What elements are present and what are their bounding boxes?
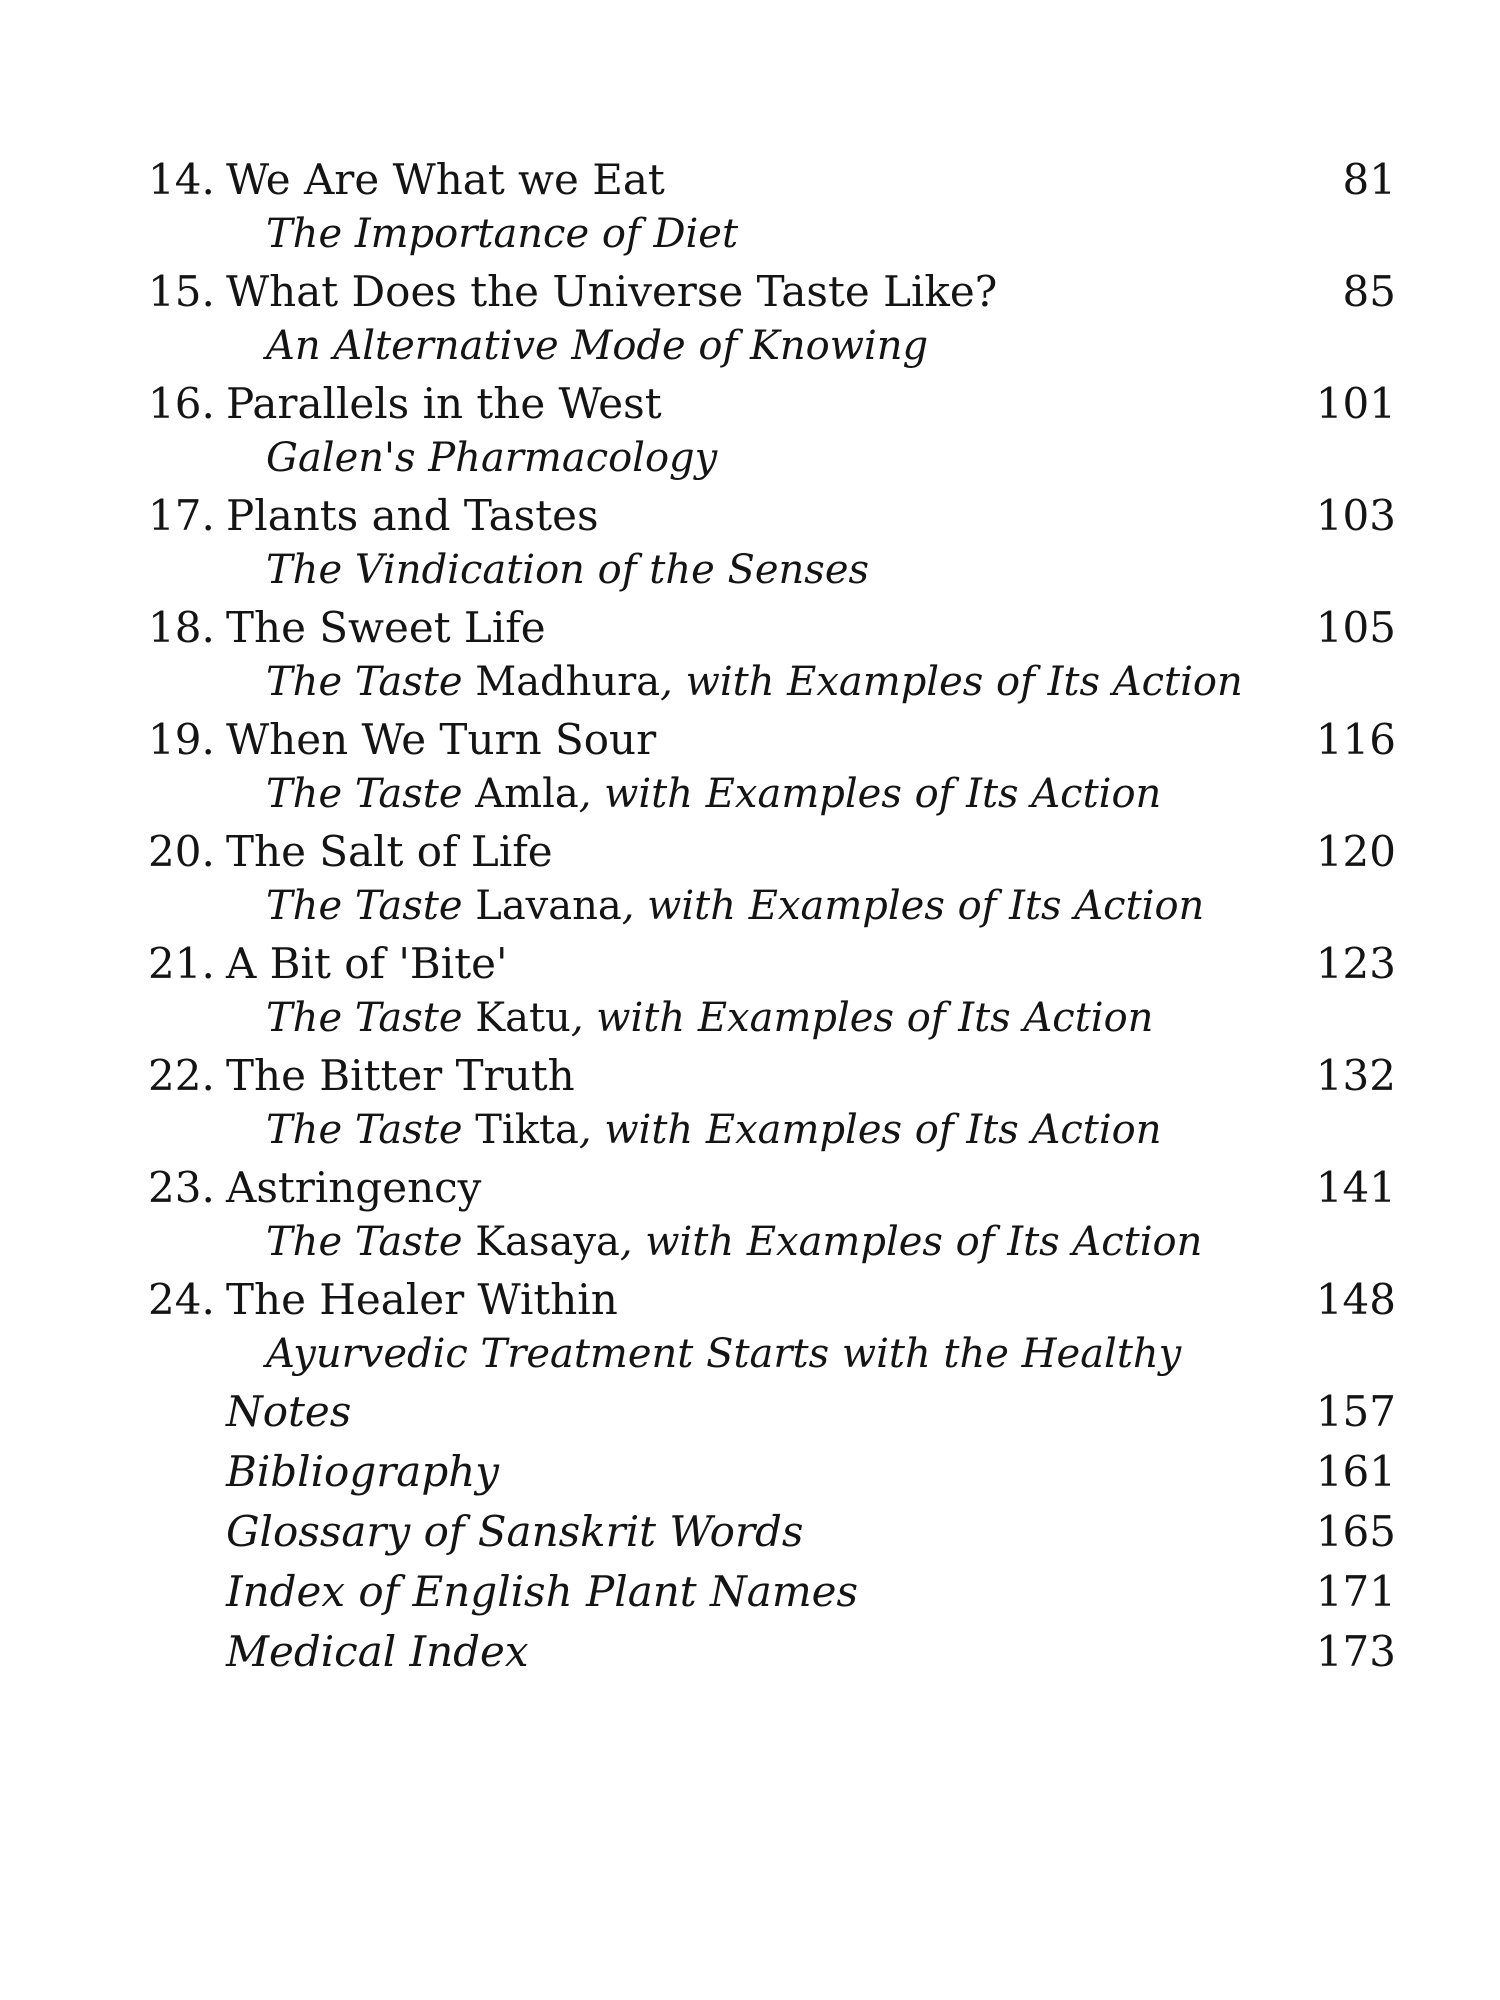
chapter-number: 20. <box>148 827 215 876</box>
chapter-subtitle: The Taste Tikta, with Examples of Its Action <box>266 1107 1162 1153</box>
back-matter-title: Index of English Plant Names <box>226 1567 859 1616</box>
page-number: 161 <box>1315 1447 1396 1496</box>
page-number: 85 <box>1342 267 1396 316</box>
chapter-title: Astringency <box>226 1163 482 1212</box>
chapter-subtitle: The Taste Kasaya, with Examples of Its Action <box>266 1219 1203 1265</box>
back-matter-title: Medical Index <box>226 1627 529 1676</box>
chapter-title: Plants and Tastes <box>226 491 599 540</box>
page-number: 81 <box>1342 155 1396 204</box>
page-number: 141 <box>1315 1163 1396 1212</box>
page-number: 105 <box>1315 603 1396 652</box>
chapter-title: Parallels in the West <box>226 379 662 428</box>
page-number: 165 <box>1315 1507 1396 1556</box>
chapter-subtitle: The Taste Madhura, with Examples of Its Action <box>266 659 1243 705</box>
back-matter-title: Glossary of Sanskrit Words <box>226 1507 804 1556</box>
back-matter-title: Notes <box>226 1387 352 1436</box>
page-number: 103 <box>1315 491 1396 540</box>
chapter-title: A Bit of 'Bite' <box>226 939 508 988</box>
chapter-title: We Are What we Eat <box>226 155 665 204</box>
page-number: 120 <box>1315 827 1396 876</box>
chapter-number: 19. <box>148 715 215 764</box>
page-number: 148 <box>1315 1275 1396 1324</box>
page-number: 132 <box>1315 1051 1396 1100</box>
page-number: 101 <box>1315 379 1396 428</box>
chapter-number: 21. <box>148 939 215 988</box>
chapter-title: What Does the Universe Taste Like? <box>226 267 998 316</box>
chapter-number: 23. <box>148 1163 215 1212</box>
chapter-title: The Sweet Life <box>226 603 546 652</box>
chapter-number: 17. <box>148 491 215 540</box>
chapter-subtitle: Ayurvedic Treatment Starts with the Healthy <box>266 1331 1182 1377</box>
chapter-subtitle: The Taste Lavana, with Examples of Its Action <box>266 883 1205 929</box>
chapter-title: The Salt of Life <box>226 827 553 876</box>
chapter-subtitle: An Alternative Mode of Knowing <box>266 323 929 369</box>
page-number: 116 <box>1315 715 1396 764</box>
chapter-title: The Healer Within <box>226 1275 618 1324</box>
chapter-number: 22. <box>148 1051 215 1100</box>
page-number: 123 <box>1315 939 1396 988</box>
chapter-title: When We Turn Sour <box>226 715 657 764</box>
chapter-number: 14. <box>148 155 215 204</box>
page-number: 173 <box>1315 1627 1396 1676</box>
page-number: 171 <box>1315 1567 1396 1616</box>
chapter-number: 15. <box>148 267 215 316</box>
chapter-subtitle: The Importance of Diet <box>266 211 739 257</box>
chapter-title: The Bitter Truth <box>226 1051 575 1100</box>
chapter-subtitle: The Taste Katu, with Examples of Its Action <box>266 995 1154 1041</box>
chapter-subtitle: The Taste Amla, with Examples of Its Action <box>266 771 1162 817</box>
page-number: 157 <box>1315 1387 1396 1436</box>
back-matter-title: Bibliography <box>226 1447 499 1496</box>
chapter-subtitle: Galen's Pharmacology <box>266 435 718 481</box>
chapter-number: 18. <box>148 603 215 652</box>
chapter-number: 24. <box>148 1275 215 1324</box>
chapter-number: 16. <box>148 379 215 428</box>
chapter-subtitle: The Vindication of the Senses <box>266 547 870 593</box>
